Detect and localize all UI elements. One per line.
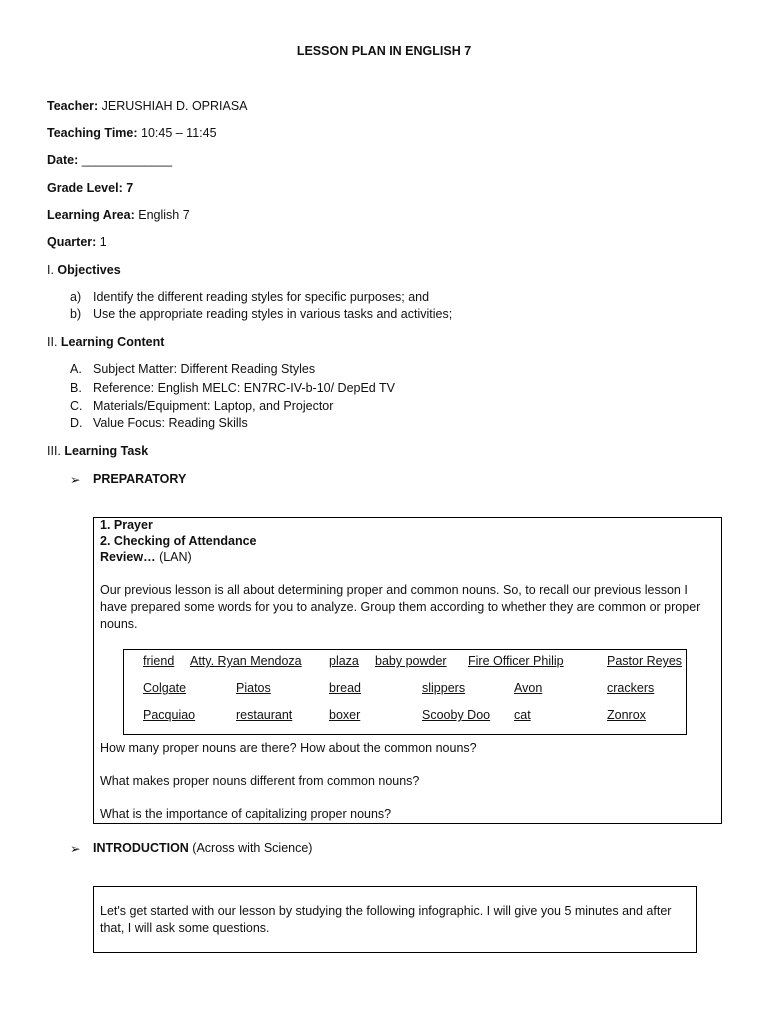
word-cell: Pacquiao (143, 708, 196, 722)
word-cell: friend (143, 654, 175, 668)
teaching-time-value: 10:45 – 11:45 (137, 126, 217, 140)
date-value: _____________ (78, 153, 173, 167)
objective-item-b: Use the appropriate reading styles in various tasks and activities; (93, 307, 453, 321)
objectives-heading (47, 263, 121, 277)
word-cell: Piatos (236, 681, 271, 695)
question-2: What makes proper nouns different from common nouns? (100, 774, 420, 788)
word-cell: Scooby Doo (422, 708, 491, 722)
learning-task-heading (47, 444, 148, 458)
introduction-line (93, 841, 312, 855)
date-label: Date: (47, 153, 79, 167)
content-item-c: Materials/Equipment: Laptop, and Projector (93, 399, 334, 413)
document-title: LESSON PLAN IN ENGLISH 7 (296, 44, 472, 58)
word-cell: boxer (329, 708, 361, 722)
prayer-line: 1. Prayer (100, 518, 153, 532)
word-cell: Fire Officer Philip (468, 654, 564, 668)
review-note: (LAN) (155, 550, 192, 564)
content-marker-a: A. (70, 362, 82, 376)
teaching-time-field (47, 126, 217, 140)
learning-area-label: Learning Area: (47, 208, 135, 222)
content-item-a: Subject Matter: Different Reading Styles (93, 362, 316, 376)
learning-content-number: II. (47, 335, 61, 349)
content-marker-c: C. (70, 399, 83, 413)
teacher-field (47, 99, 248, 113)
learning-task-heading-text: Learning Task (64, 444, 149, 458)
date-field (47, 153, 172, 167)
learning-content-heading-text: Learning Content (60, 335, 165, 349)
question-3: What is the importance of capitalizing proper nouns? (100, 807, 392, 821)
objectives-heading-text: Objectives (57, 263, 121, 277)
teacher-label: Teacher: (47, 99, 99, 113)
word-cell: cat (514, 708, 531, 722)
word-cell: plaza (329, 654, 359, 668)
objective-marker-b: b) (70, 307, 82, 321)
word-cell: bread (329, 681, 361, 695)
quarter-label: Quarter: (47, 235, 97, 249)
content-item-b: Reference: English MELC: EN7RC-IV-b-10/ DepEd TV (93, 381, 395, 395)
learning-area-value: English 7 (134, 208, 190, 222)
word-cell: Pastor Reyes (607, 654, 683, 668)
preparatory-label: PREPARATORY (93, 472, 187, 486)
teacher-value: JERUSHIAH D. OPRIASA (98, 99, 248, 113)
quarter-field (47, 235, 107, 249)
objectives-number: I. (47, 263, 58, 277)
objective-item-a: Identify the different reading styles for specific purposes; and (93, 290, 430, 304)
introduction-box-text: Let's get started with our lesson by studying the following infographic. I will give you 5 minutes and after that, I will ask some questions. (100, 904, 672, 935)
content-marker-b: B. (70, 381, 82, 395)
word-cell: Zonrox (607, 708, 646, 722)
teaching-time-label: Teaching Time: (47, 126, 138, 140)
preparatory-bullet-icon: ➢ (70, 473, 81, 487)
word-cell: Atty. Ryan Mendoza (190, 654, 302, 668)
question-1: How many proper nouns are there? How about the common nouns? (100, 741, 477, 755)
content-marker-d: D. (70, 416, 83, 430)
introduction-label: INTRODUCTION (93, 841, 189, 855)
word-cell: Colgate (143, 681, 187, 695)
word-cell: baby powder (375, 654, 447, 668)
grade-level-field (47, 181, 133, 195)
word-cell: slippers (422, 681, 466, 695)
attendance-line: 2. Checking of Attendance (100, 534, 257, 548)
content-item-d: Value Focus: Reading Skills (93, 416, 248, 430)
word-cell: Avon (514, 681, 543, 695)
learning-task-number: III. (47, 444, 65, 458)
objective-marker-a: a) (70, 290, 82, 304)
quarter-value: 1 (96, 235, 107, 249)
introduction-bullet-icon: ➢ (70, 842, 81, 856)
review-paragraph: Our previous lesson is all about determining proper and common nouns. So, to recall our previous lesson I have prepared some words for you to analyze. Group them according to whether they are common or proper nouns. (100, 583, 701, 631)
introduction-note: (Across with Science) (188, 841, 313, 855)
learning-content-heading (47, 335, 164, 349)
learning-area-field (47, 208, 190, 222)
word-cell: crackers (607, 681, 655, 695)
review-line (100, 550, 192, 564)
grade-level-label: Grade Level: 7 (47, 181, 134, 195)
word-cell: restaurant (236, 708, 293, 722)
review-label: Review… (100, 550, 156, 564)
